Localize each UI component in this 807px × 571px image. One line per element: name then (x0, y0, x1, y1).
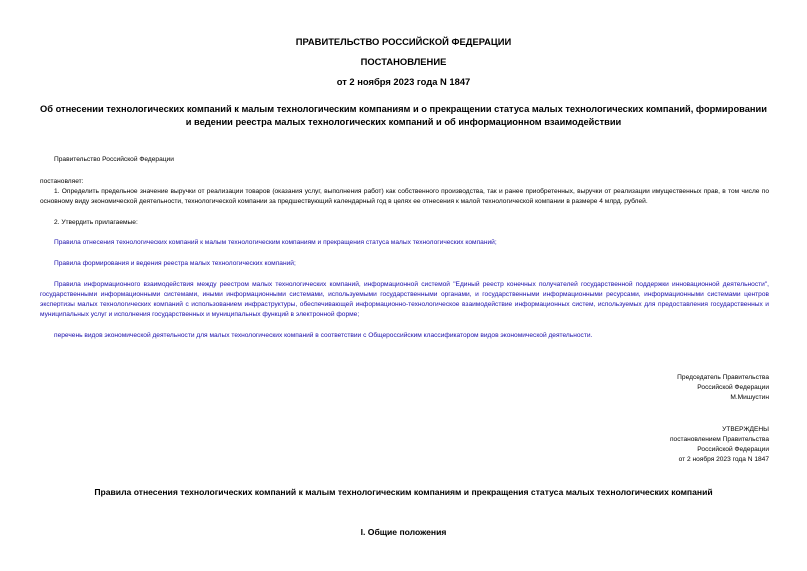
link-rules-information-exchange[interactable]: Правила информационного взаимодействия между реестром малых технологических компаний, информационной системой "Единый реестр конечных получателей государственной поддержки инновационной деятельности", государственными информационными системами, иными информационными системами, используемыми государственными органами, и государственными информационными ресурсами, информационными системами центров экспертизы малых технологических компаний с использованием инфраструктуры, обеспечивающей информационно-технологическое взаимодействие информационных систем, используемых для предоставления государственных и муниципальных услуг и исполнения государственных и муниципальных функций в электронной форме; (40, 281, 769, 318)
link-rules-classification[interactable]: Правила отнесения технологических компаний к малым технологическим компаниям и прекращения статуса малых технологических компаний; (54, 239, 497, 246)
document-type-heading: ПОСТАНОВЛЕНИЕ (360, 56, 447, 67)
item-2-text: 2. Утвердить прилагаемые: (54, 219, 138, 226)
preamble-text: Правительство Российской Федерации (54, 156, 174, 163)
approved-country: Российской Федерации (697, 446, 769, 453)
section-heading: I. Общие положения (360, 527, 447, 537)
approved-label: УТВЕРЖДЕНЫ (722, 426, 769, 433)
resolution-title: Об отнесении технологических компаний к малым технологическим компаниям и о прекращении статуса малых технологических компаний, формировании и ведении реестра малых технологических компаний и об информационном взаимодействии (40, 104, 767, 127)
date-number-heading: от 2 ноября 2023 года N 1847 (336, 76, 471, 87)
approved-date: от 2 ноября 2023 года N 1847 (678, 456, 769, 463)
item-1-paragraph: 1. Определить предельное значение выручки от реализации товаров (оказания услуг, выполнения работ) как собственного производства, так и ранее приобретенных, выручки от реализации имущественных прав, в том числе по основному виду экономической деятельности, технологической компании за предшествующий календарный год в целях ее отнесения к малой технологической компании в размере 4 млрд. рублей. (40, 188, 769, 205)
signature-name: М.Мишустин (730, 394, 769, 401)
signature-country: Российской Федерации (697, 384, 769, 391)
link-activity-list[interactable]: перечень видов экономической деятельности для малых технологических компаний в соответствии с Общероссийским классификатором видов экономической деятельности. (54, 332, 593, 339)
government-heading: ПРАВИТЕЛЬСТВО РОССИЙСКОЙ ФЕДЕРАЦИИ (295, 36, 512, 47)
approved-by: постановлением Правительства (669, 436, 769, 443)
decrees-text: постановляет: (40, 178, 84, 185)
link-rules-registry[interactable]: Правила формирования и ведения реестра малых технологических компаний; (54, 260, 296, 267)
signature-position: Председатель Правительства (677, 374, 769, 381)
rules-title: Правила отнесения технологических компаний к малым технологическим компаниям и прекращения статуса малых технологических компаний (94, 487, 713, 497)
